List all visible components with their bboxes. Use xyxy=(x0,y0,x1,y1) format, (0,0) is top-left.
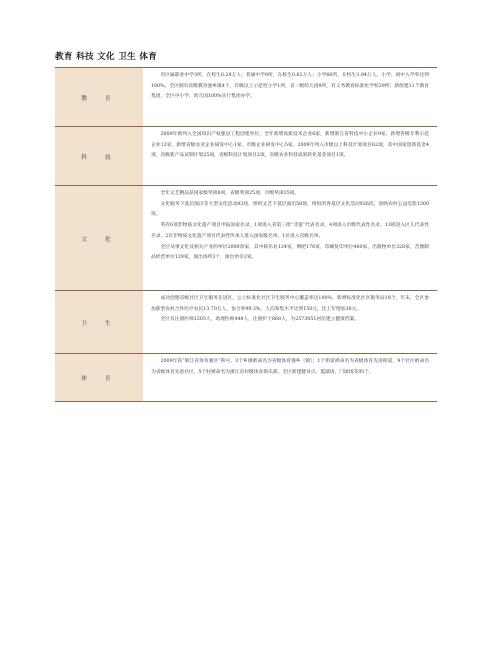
section-heading: 教育 科技 文化 卫生 体育 xyxy=(55,52,158,62)
content-paragraph: 全区从事文化及相关产业的单位2000余家，其中娱乐业124家，网吧176家，印刷复印单位480家，出版物单位328家，音像制品经营单位129家，演出场所3个，演出单位2家。 xyxy=(151,244,429,261)
content-paragraph: 文化服务下基层演出等大型文化活动83场，组织文艺下基层演出58场，组织的各基层文化活动926次，放映农村公益电影1300场。 xyxy=(151,201,429,218)
row-label: 教 育 xyxy=(55,68,143,126)
content-paragraph: 2009年被列入全国知识产权强县工程创建单位。全年新增高新技术企业6家，新增浙江省科技中小企业9家，新增各级专利示范企业12家，新增省级农业企业研发中心1家，市级企业研发中心5家。2009年列入市级以上科技计划项目62项，其中国家创新基金4项，省级新产品试制计划25项，省级科技计划项目2项，省级农业科技成果转化基金项目1项。 xyxy=(151,132,429,159)
content-paragraph: 成功创建省级社区卫生服务先进区，公立标准化社区卫生服务中心覆盖率达100%，新增标准化社区服务站18个。年末，全区参加新型农村合作医疗农民13.70万人，参合率99.3%，人均筹集水平达到150元，比上年增加38元。 xyxy=(151,296,429,312)
statistics-table xyxy=(55,67,437,402)
content-paragraph: 2009年获“浙江省体育强区”称号，3个乡镇被命名为省级体育强乡（镇）；1个街道被命名为省级体育先进街道，9个社区被命名为省级体育先进社区，5个村被命名为浙江省村级体育俱乐部，全区新建健身点、篮球场、门球场等95个。 xyxy=(151,359,429,375)
table-row-sports xyxy=(55,354,437,402)
row-content xyxy=(143,127,437,185)
table-row-education xyxy=(55,68,437,127)
table-row-culture xyxy=(55,186,437,291)
row-content xyxy=(143,186,437,290)
content-paragraph: 全年文艺精品获国家级奖项8项，省级奖项25项，市级奖项35项。 xyxy=(160,191,300,196)
row-content xyxy=(143,291,437,353)
row-label: 科 技 xyxy=(55,127,143,185)
table-row-health xyxy=(55,291,437,354)
content-paragraph: 英有6项非物质文化遗产项目申报国家名录，1项进入省第三批“非遗”代表名录，4项进入市级代表性名录，13项进入区儿代表性名录，2位非物质文化遗产项目代表性传承人进入国家级名单，1位进入省级名单。 xyxy=(151,223,429,239)
table-row-technology xyxy=(55,127,437,186)
row-label: 体 育 xyxy=(55,354,143,401)
row-content xyxy=(143,354,437,401)
content-paragraph: 全区有注册医师1205人，助理医师448人，注册护士868人，为2573051居民建立健康档案。 xyxy=(160,317,360,323)
row-label: 卫 生 xyxy=(55,291,143,353)
row-content xyxy=(143,68,437,126)
row-label: 文 化 xyxy=(55,186,143,290)
content-paragraph: 有区属职业中学3所，在校生0.24万人；普通中学9所，在校生0.62万人；小学66所，在校生3.94万人。小学、初中入学率达到100%。全区拥有省级教育强乡镇4个，有级以上示范性小学1所，省一级幼儿园9所，有义务教育标准化学校29所；新组建11个教育集团，全区中小学、幼儿园100%实行集团办学。 xyxy=(151,73,429,100)
